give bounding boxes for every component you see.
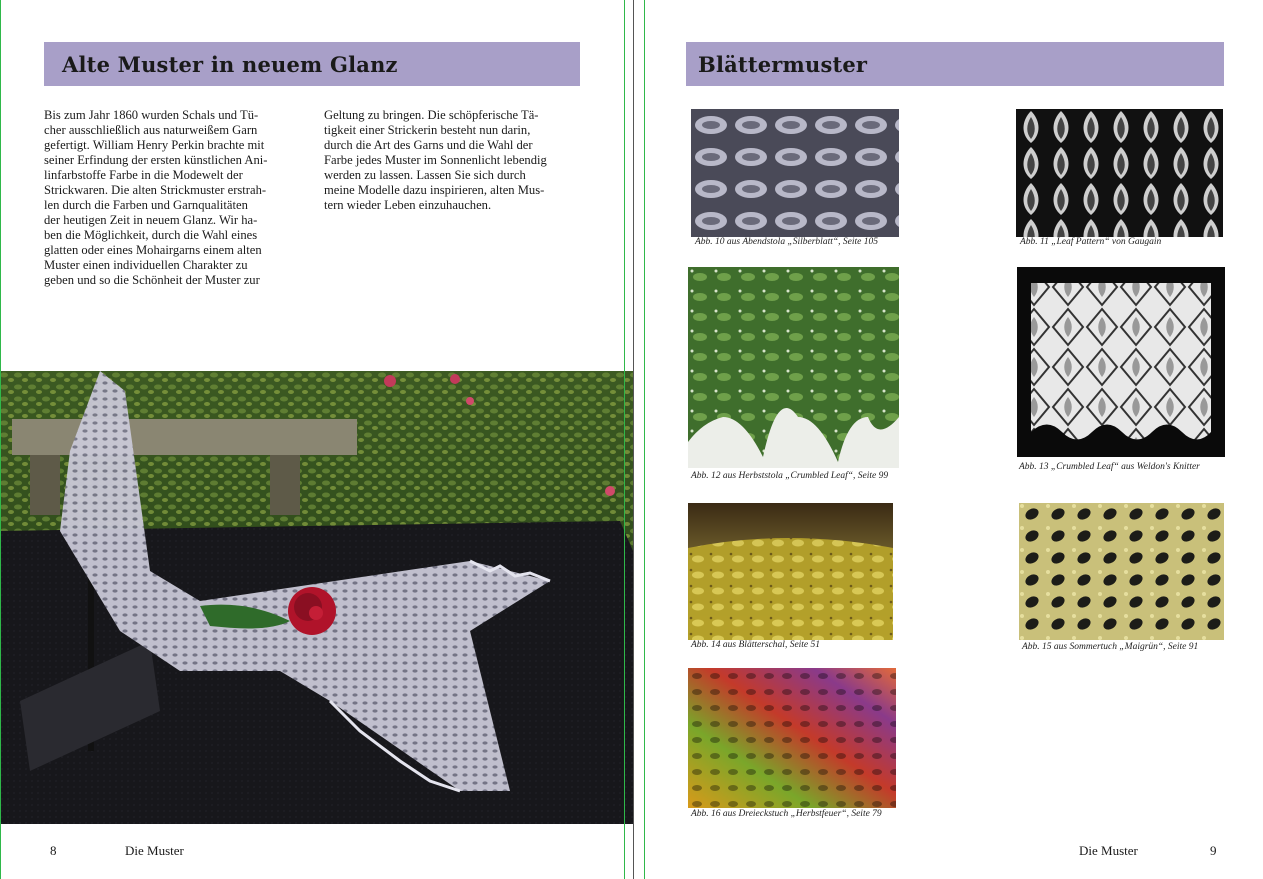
paragraph_col2-line: tern wieder Leben einzuhauchen. (324, 198, 492, 212)
paragraph_col2-line: tigkeit einer Strickerin besteht nun darin, (324, 123, 531, 137)
paragraph_col1-line: len durch die Farben und Garnqualitäten (44, 198, 248, 212)
paragraph_col1-line: geben und so die Schönheit der Muster zur (44, 273, 260, 287)
abb16-caption: Abb. 16 aus Dreieckstuch „Herbstfeuer“, Seite 79 (691, 809, 882, 819)
right-heading-bar (686, 42, 1224, 86)
abb14-caption: Abb. 14 aus Blätterschal, Seite 51 (691, 640, 821, 650)
abb11-caption: Abb. 11 „Leaf Pattern“ von Gaugain (1020, 237, 1162, 247)
intro-text-column-1 (44, 108, 301, 288)
paragraph_col1-line: gefertigt. William Henry Perkin brachte mit (44, 138, 265, 152)
left-page-number: 8 (50, 843, 57, 858)
left-page-heading: Alte Muster in neuem Glanz (62, 51, 398, 77)
abb15-caption: Abb. 15 aus Sommertuch „Maigrün“, Seite 91 (1022, 642, 1199, 652)
left-page-edge-line (624, 0, 625, 879)
right-page-heading: Blättermuster (698, 51, 868, 77)
right-footer-title: Die Muster (1079, 843, 1138, 858)
shawl-photo (0, 371, 633, 824)
abb16-photo (688, 668, 896, 808)
right-page (645, 0, 1263, 879)
paragraph_col1-line: glatten oder eines Mohairgarns einem alten (44, 243, 262, 257)
paragraph_col1-line: cher ausschließlich aus naturweißem Garn (44, 123, 258, 137)
abb11-photo (1016, 109, 1223, 237)
right-page-number: 9 (1210, 843, 1217, 858)
abb15-photo (1019, 503, 1224, 640)
abb13-caption: Abb. 13 „Crumbled Leaf“ aus Weldon's Knitter (1019, 462, 1200, 472)
abb14-photo (688, 503, 893, 640)
left-heading-bar (44, 42, 580, 86)
paragraph_col1-line: Bis zum Jahr 1860 wurden Schals und Tü- (44, 108, 259, 122)
intro-text-column-2 (324, 108, 580, 213)
paragraph_col1-line: linfarbstoffe Farbe in die Modewelt der (44, 168, 243, 182)
abb13-photo (1017, 267, 1225, 457)
abb10-caption: Abb. 10 aus Abendstola „Silberblatt“, Seite 105 (695, 237, 878, 247)
left-margin-line (0, 0, 1, 879)
paragraph_col2-line: werden zu lassen. Lassen Sie sich durch (324, 168, 526, 182)
paragraph_col2-line: meine Modelle dazu inspirieren, alten Mus- (324, 183, 545, 197)
paragraph_col2-line: Geltung zu bringen. Die schöpferische Tä- (324, 108, 539, 122)
paragraph_col1-line: Strickwaren. Die alten Strickmuster erstrah- (44, 183, 267, 197)
paragraph_col2-line: Farbe jedes Muster im Sonnenlicht lebendig (324, 153, 547, 167)
paragraph_col1-line: der heutigen Zeit in neuem Glanz. Wir ha- (44, 213, 258, 227)
abb10-photo (691, 109, 899, 237)
left-footer-title: Die Muster (125, 843, 184, 858)
shawl-photo-illustration (0, 371, 633, 824)
abb12-photo (688, 267, 899, 468)
paragraph_col1-line: seiner Erfindung der ersten künstlichen Ani- (44, 153, 268, 167)
paragraph_col1-line: Muster einen individuellen Charakter zu (44, 258, 248, 272)
abb12-caption: Abb. 12 aus Herbststola „Crumbled Leaf“, Seite 99 (691, 471, 889, 481)
gutter-line (633, 0, 634, 879)
paragraph_col2-line: durch die Art des Garns und die Wahl der (324, 138, 533, 152)
paragraph_col1-line: ben die Möglichkeit, durch die Wahl eines (44, 228, 258, 242)
